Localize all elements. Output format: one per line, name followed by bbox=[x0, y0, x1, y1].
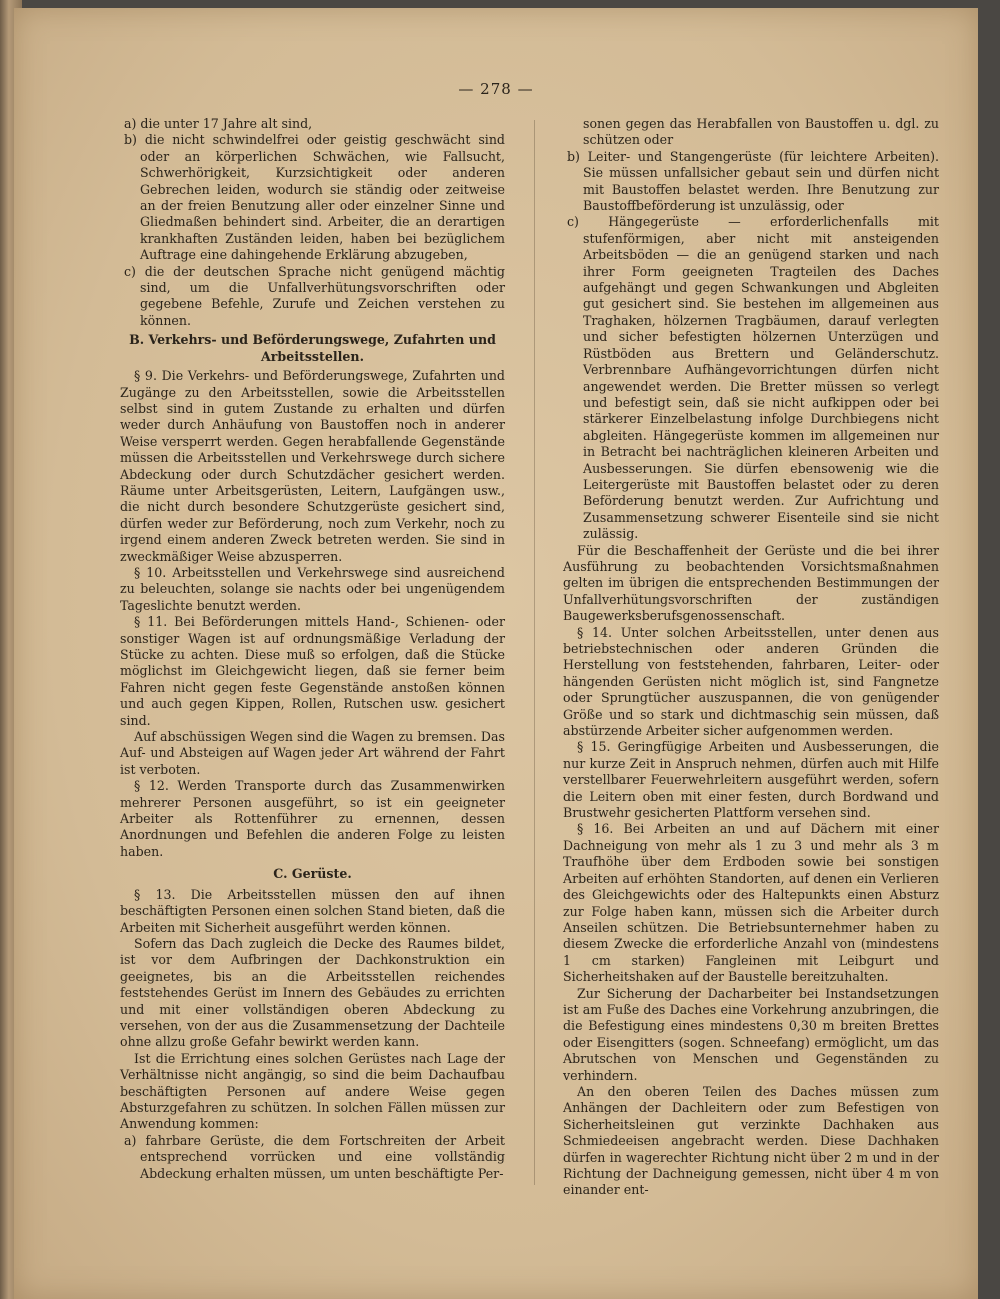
page-number: — 278 — bbox=[458, 80, 534, 98]
paragraph-s11-wagons: Auf abschüssigen Wegen sind die Wagen zu bremsen. Das Auf- und Absteigen auf Wagen jeder Art während der Fahrt ist verboten. bbox=[120, 729, 505, 777]
paragraph-s16-snow-guard: Zur Sicherung der Dacharbeiter bei Instandsetzungen ist am Fuße des Daches eine Vorkehrung anzubringen, die die Befestigung eines mindestens 0,30 m breiten Brettes oder Eisengitters (sogen. Schneefang) ermöglicht, um das Abrutschen von Menschen und Gegenständen zu verhindern. bbox=[563, 985, 939, 1083]
paragraph-s10: § 10. Arbeitsstellen und Verkehrswege sind ausreichend zu beleuchten, solange sie nachts oder bei ungenügendem Tageslichte benutzt werden. bbox=[120, 564, 505, 613]
item-b-health: b) die nicht schwindelfrei oder geistig geschwächt sind oder an körperlichen Schwächen, wie Fallsucht, Schwerhörigkeit, Kurzsichtigkeit oder anderen Gebrechen leiden, wodurch sie ständig oder zeitweise an der freien Benutzung aller oder einzelner Sinne und Gliedmaßen behindert sind. Arbeiter, die an derartigen krankhaften Zuständen leiden, haben bei bezüglichem Auftrage eine dahingehende Erklärung abzugeben, bbox=[124, 132, 505, 263]
item-c-hanging-scaffold: c) Hängegerüste — erforderlichenfalls mit stufenförmigen, aber nicht mit ansteigenden Arbeitsböden — die an genügend starken und nach ihrer Form geeigneten Tragteilen des Daches aufgehängt und gegen Schwankungen und Abgleiten gut gesichert sind. Sie bestehen im allgemeinen aus Traghaken, hölzernen Tragbäumen, darauf verlegten und sicher befestigten hölzernen Unterzügen und Rüstböden aus Brettern und Geländerschutz. Verbrennbare Aufhängevorrichtungen dürfen nicht angewendet werden. Die Bretter müssen so verlegt und befestigt sein, daß sie nicht aufkippen oder bei stärkerer Einzelbelastung infolge Durchbiegens nicht abgleiten. Hängegerüste kommen im allgemeinen nur in Betracht bei nachträglichen kleineren Arbeiten und Ausbesserungen. Sie dürfen ebensowenig wie die Leitergerüste mit Baustoffen belastet oder zu deren Beförderung benutzt werden. Zur Aufrichtung und Zusammensetzung schwerer Eisenteile sind sie nicht zulässig. bbox=[567, 214, 939, 542]
item-a-mobile-scaffold: a) fahrbare Gerüste, die dem Fortschreiten der Arbeit entsprechend vorrücken und eine vollständig Abdeckung erhalten müssen, um unten beschäftigte Per- bbox=[124, 1132, 505, 1181]
document-page bbox=[14, 8, 978, 1299]
right-column bbox=[563, 116, 939, 1199]
paragraph-s15: § 15. Geringfügige Arbeiten und Ausbesserungen, die nur kurze Zeit in Anspruch nehmen, dürfen auch mit Hilfe verstellbarer Feuerwehrleitern ausgeführt werden, sofern die Leitern oben mit einer festen, durch Bordwand und Brustwehr gesicherten Plattform versehen sind. bbox=[563, 739, 939, 821]
item-a-age: a) die unter 17 Jahre alt sind, bbox=[124, 116, 313, 131]
left-column bbox=[120, 116, 505, 1182]
paragraph-s16: § 16. Bei Arbeiten an und auf Dächern mit einer Dachneigung von mehr als 1 zu 3 und mehr als 3 m Traufhöhe über dem Erdboden sowie bei sonstigen Arbeiten auf erhöhten Standorten, auf denen ein Verlieren des Gleichgewichts oder des Haltepunkts einen Absturz zur Folge haben kann, müssen sich die Arbeiter durch Anseilen schützen. Die Betriebsunternehmer haben zu diesem Zwecke die erforderliche Anzahl von (mindestens 1 cm starken) Fangleinen mit Leibgurt und Sicherheitshaken auf der Baustelle bereitzuhalten. bbox=[563, 821, 939, 985]
column-divider bbox=[534, 120, 535, 1185]
paragraph-s9: § 9. Die Verkehrs- und Beförderungswege, Zufahrten und Zugänge zu den Arbeitsstellen, sowie die Arbeitsstellen selbst sind in gutem Zustande zu erhalten und dürfen weder durch Anhäufung von Baustoffen noch in anderer Weise versperrt werden. Gegen herabfallende Gegenstände müssen die Arbeitsstellen und Verkehrswege durch sichere Abdeckung oder durch Schutzdächer gesichert werden. Räume unter Arbeitsgerüsten, Leitern, Laufgängen usw., die nicht durch besondere Schutzgerüste gesichert sind, dürfen weder zur Beförderung, noch zum Verkehr, noch zu irgend einem anderen Zweck betreten werden. Sie sind in zweckmäßiger Weise abzusperren. bbox=[120, 368, 505, 564]
paragraph-s13-roof: Sofern das Dach zugleich die Decke des Raumes bildet, ist vor dem Aufbringen der Dachkonstruktion ein geeignetes, bis an die Arbeitsstellen reichendes feststehendes Gerüst im Innern des Gebäudes zu errichten und mit einer vollständigen oberen Abdeckung zu versehen, von der aus die Zusammensetzung der Dachteile ohne allzu große Gefahr bewirkt werden kann. bbox=[120, 935, 505, 1050]
paragraph-s13: § 13. Die Arbeitsstellen müssen den auf ihnen beschäftigten Personen einen solchen Stand bieten, daß die Arbeiten mit Sicherheit ausgeführt werden können. bbox=[120, 886, 505, 935]
section-heading-b: B. Verkehrs- und Beförderungswege, Zufahrten und Arbeitsstellen. bbox=[129, 332, 496, 364]
paragraph-scaffold-regulations: Für die Beschaffenheit der Gerüste und die bei ihrer Ausführung zu beobachtenden Vorsichtsmaßnahmen gelten im übrigen die entsprechenden Bestimmungen der Unfallverhütungsvorschriften der zuständigen Baugewerksberufsgenossenschaft. bbox=[563, 542, 939, 624]
paragraph-s12: § 12. Werden Transporte durch das Zusammenwirken mehrerer Personen ausgeführt, so ist ein geeigneter Arbeiter als Rottenführer zu ernennen, dessen Anordnungen und Befehlen die anderen Folge zu leisten haben. bbox=[120, 778, 505, 859]
paragraph-s14: § 14. Unter solchen Arbeitsstellen, unter denen aus betriebstechnischen oder anderen Gründen die Herstellung von feststehenden, fahrbaren, Leiter- oder hängenden Gerüsten nicht möglich ist, sind Fangnetze oder Sprungtücher auszuspannen, die von genügender Größe und so stark und dichtmaschig sein müssen, daß abstürzende Arbeiter sicher aufgenommen werden. bbox=[563, 624, 939, 739]
paragraph-s11: § 11. Bei Beförderungen mittels Hand-, Schienen- oder sonstiger Wagen ist auf ordnungsmäßige Verladung der Stücke zu achten. Diese muß so erfolgen, daß die Stücke möglichst im Gleichgewicht liegen, daß sie ferner beim Fahren nicht gegen feste Gegenstände anstoßen können und auch gegen Kippen, Rollen, Rutschen usw. gesichert sind. bbox=[120, 614, 505, 728]
item-c-language: c) die der deutschen Sprache nicht genügend mächtig sind, um die Unfallverhütungsvorschriften oder gegebene Befehle, Zurufe und Zeichen verstehen zu können. bbox=[124, 263, 505, 328]
item-b-ladder-scaffold: b) Leiter- und Stangengerüste (für leichtere Arbeiten). Sie müssen unfallsicher gebaut sein und dürfen nicht mit Baustoffen belastet werden. Ihre Benutzung zur Baustoffbeförderung ist unzulässig, oder bbox=[567, 148, 939, 214]
item-a-continued: sonen gegen das Herabfallen von Baustoffen u. dgl. zu schützen oder bbox=[583, 116, 939, 148]
paragraph-s13-alternatives: Ist die Errichtung eines solchen Gerüstes nach Lage der Verhältnisse nicht angängig, so sind die beim Dachaufbau beschäftigten Personen auf andere Weise gegen Absturzgefahren zu schützen. In solchen Fällen müssen zur Anwendung kommen: bbox=[120, 1050, 505, 1132]
section-heading-c: C. Gerüste. bbox=[273, 866, 352, 882]
paragraph-s16-roof-hooks: An den oberen Teilen des Daches müssen zum Anhängen der Dachleitern oder zum Befestigen von Sicherheitsleinen gut verzinkte Dachhaken aus Schmiedeeisen angebracht werden. Diese Dachhaken dürfen in wagerechter Richtung nicht über 2 m und in der Richtung der Dachneigung gemessen, nicht über 4 m von einander ent- bbox=[563, 1083, 939, 1198]
